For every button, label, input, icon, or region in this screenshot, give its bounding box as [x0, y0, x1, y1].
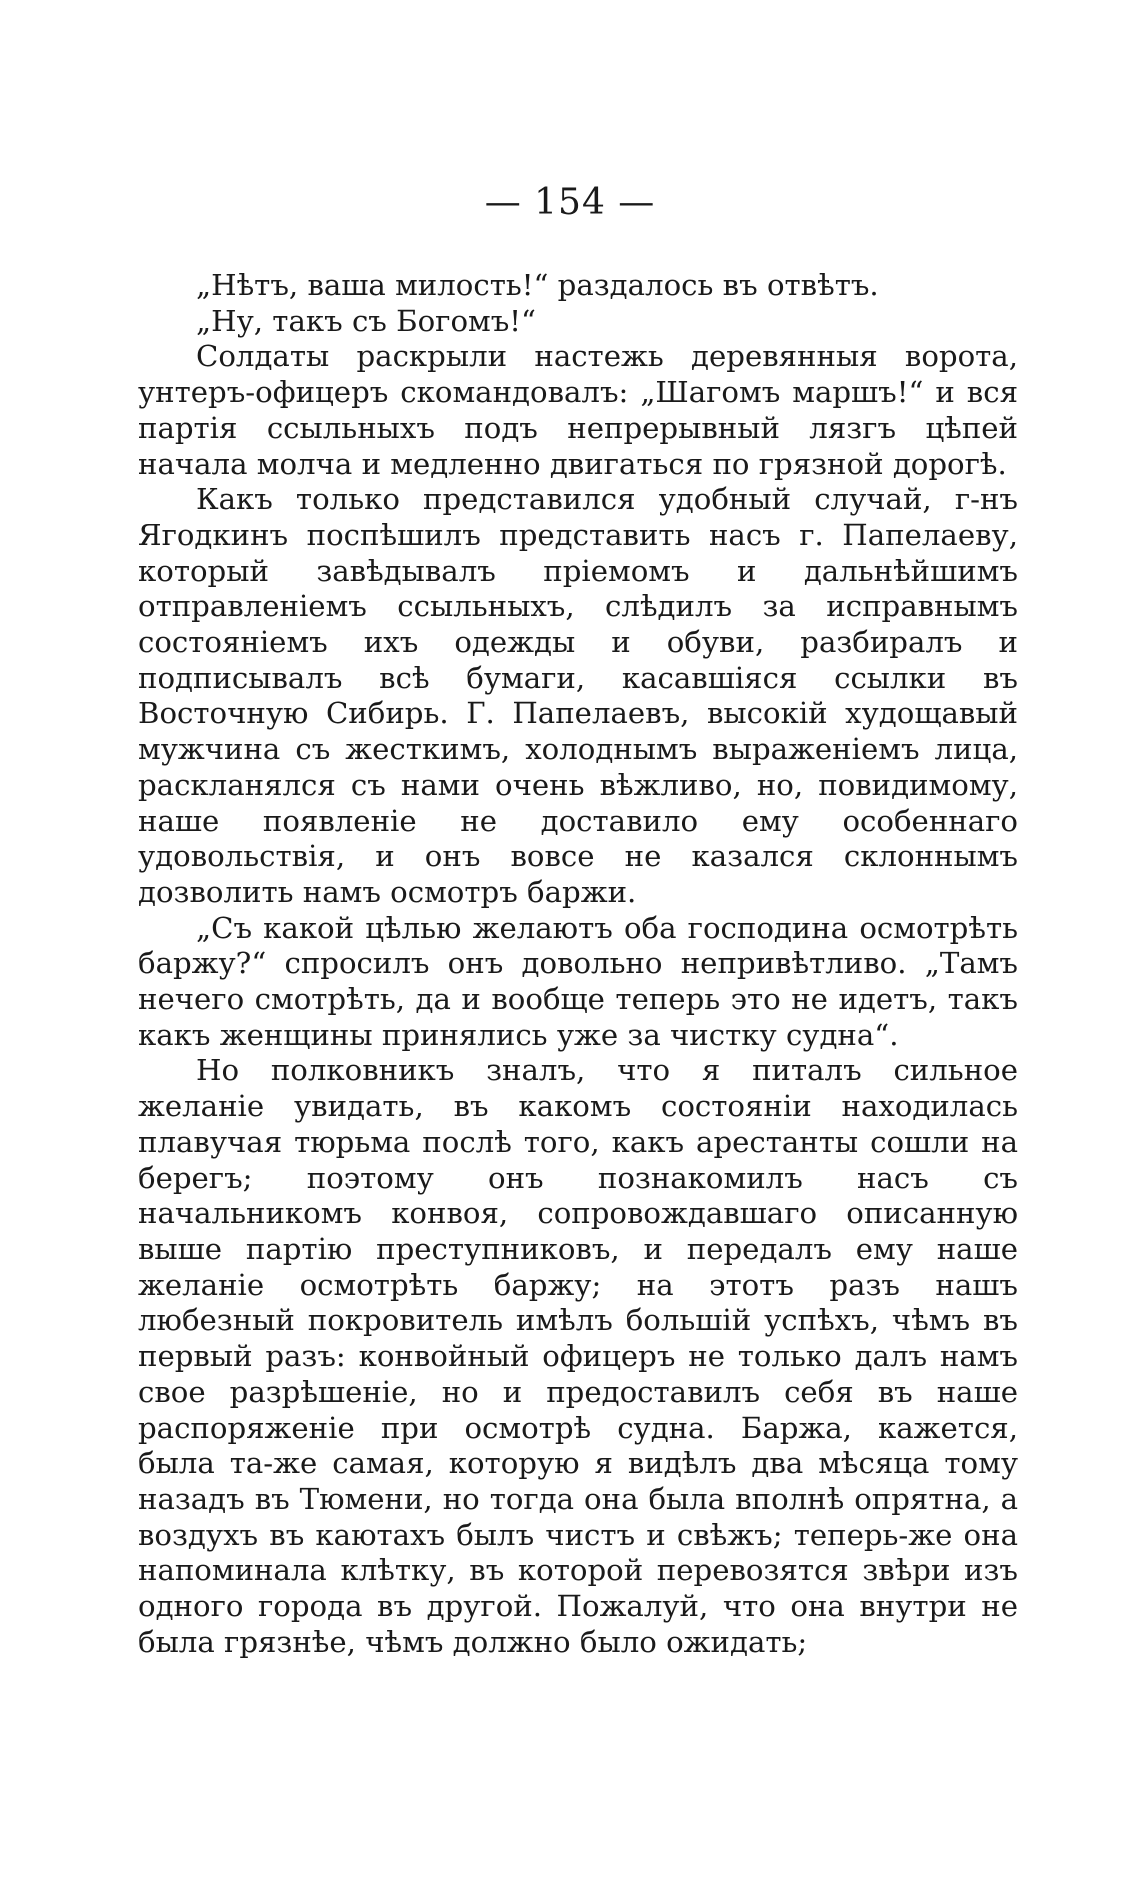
- paragraph: „Съ какой цѣлью желаютъ оба господина осмотрѣть баржу?“ спросилъ онъ довольно непривѣтливо. „Тамъ нечего смотрѣть, да и вообще теперь это не идетъ, такъ какъ женщины принялись уже за чистку судна“.: [138, 910, 1018, 1052]
- paragraph: „Нѣтъ, ваша милость!“ раздалось въ отвѣтъ.: [196, 268, 879, 302]
- page-number: — 154 —: [484, 182, 656, 223]
- body-text: [138, 268, 1018, 1660]
- paragraph: Но полковникъ зналъ, что я питалъ сильное желаніе увидать, въ какомъ состояніи находилась плавучая тюрьма послѣ того, какъ арестанты сошли на берегъ; поэтому онъ познакомилъ насъ съ начальникомъ конвоя, сопровождавшаго описанную выше партію преступниковъ, и передалъ ему наше желаніе осмотрѣть баржу; на этотъ разъ нашъ любезный покровитель имѣлъ большій успѣхъ, чѣмъ въ первый разъ: конвойный офицеръ не только далъ намъ свое разрѣшеніе, но и предоставилъ себя въ наше распоряженіе при осмотрѣ судна. Баржа, кажется, была та-же самая, которую я видѣлъ два мѣсяца тому назадъ въ Тюмени, но тогда она была вполнѣ опрятна, а воздухъ въ каютахъ былъ чистъ и свѣжъ; теперь-же она напоминала клѣтку, въ которой перевозятся звѣри изъ одного города въ другой. Пожалуй, что она внутри не была грязнѣе, чѣмъ должно было ожидать;: [138, 1053, 1018, 1659]
- paragraph: Солдаты раскрыли настежь деревянныя ворота, унтеръ-офицеръ скомандовалъ: „Шагомъ маршъ!“ и вся партія ссыльныхъ подъ непрерывный лязгъ цѣпей начала молча и медленно двигаться по грязной дорогѣ.: [138, 339, 1018, 481]
- paragraph: „Ну, такъ съ Богомъ!“: [196, 303, 536, 338]
- paragraph: Какъ только представился удобный случай, г-нъ Ягодкинъ поспѣшилъ представить насъ г. Папелаеву, который завѣдывалъ пріемомъ и дальнѣйшимъ отправленіемъ ссыльныхъ, слѣдилъ за исправнымъ состояніемъ ихъ одежды и обуви, разбиралъ и подписывалъ всѣ бумаги, касавшіяся ссылки въ Восточную Сибирь. Г. Папелаевъ, высокій худощавый мужчина съ жесткимъ, холоднымъ выраженіемъ лица, раскланялся съ нами очень вѣжливо, но, повидимому, наше появленіе не доставило ему особеннаго удовольствія, и онъ вовсе не казался склоннымъ дозволить намъ осмотръ баржи.: [138, 482, 1018, 909]
